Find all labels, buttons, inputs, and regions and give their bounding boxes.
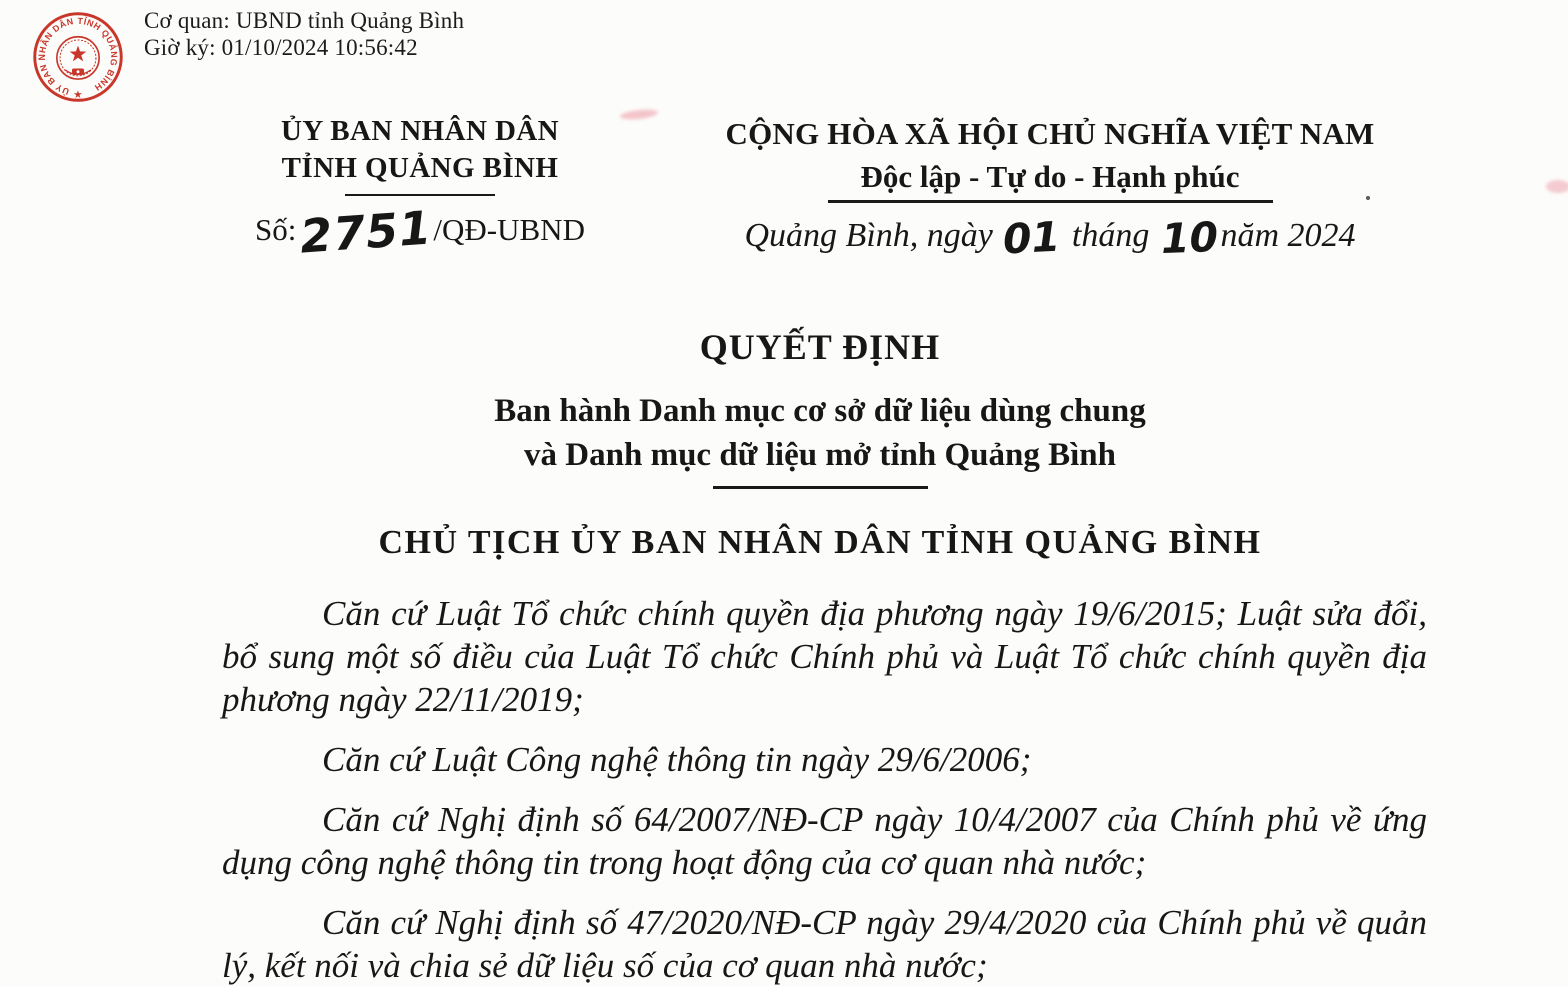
title-block [70, 326, 1568, 489]
issuer-block [225, 113, 615, 264]
place-date-line [655, 212, 1445, 264]
document-number-line [225, 200, 615, 264]
signature-time-line: Giờ ký: 01/10/2024 10:56:42 [144, 35, 418, 61]
seal-ring-text: ỦY BAN NHÂN DÂN TỈNH QUẢNG BÌNH [36, 15, 120, 97]
issuer-name-line2: TỈNH QUẢNG BÌNH [281, 152, 559, 185]
document-number-suffix: /QĐ-UBND [433, 212, 585, 248]
national-header-block [655, 116, 1445, 264]
motto-underline [828, 200, 1273, 203]
legal-basis-paragraph: Căn cứ Luật Công nghệ thông tin ngày 29/6/2006; [322, 740, 1032, 779]
issuer-underline [345, 194, 495, 196]
dateline-month-label: tháng [1071, 217, 1150, 255]
national-motto: Độc lập - Tự do - Hạnh phúc [860, 158, 1240, 194]
document-number-handwritten: 2751 [298, 200, 435, 264]
scan-smudge [1546, 180, 1568, 193]
provincial-emblem-seal-icon [32, 11, 124, 103]
seal-star-glyph: ★ [73, 89, 83, 100]
document-kind-heading: QUYẾT ĐỊNH [699, 327, 941, 367]
emblem-star-icon [70, 46, 87, 62]
dateline-month-handwritten: 10 [1160, 213, 1220, 264]
dateline-year-label: năm 2024 [1220, 217, 1356, 255]
dateline-day-handwritten: 01 [1001, 212, 1062, 264]
signature-stamp-info [144, 7, 464, 61]
authority-heading: CHỦ TỊCH ỦY BAN NHÂN DÂN TỈNH QUẢNG BÌNH [378, 524, 1262, 561]
document-body [222, 592, 1427, 986]
document-subject-line1: Ban hành Danh mục cơ sở dữ liệu dùng chung [494, 393, 1146, 429]
scan-smudge [620, 108, 659, 121]
document-subject-line2: và Danh mục dữ liệu mở tỉnh Quảng Bình [524, 436, 1116, 473]
legal-basis-paragraph: Căn cứ Nghị định số 64/2007/NĐ-CP ngày 10/4/2007 của Chính phủ về ứng dụng công nghệ thông tin trong hoạt động của cơ quan nhà nước; [222, 800, 1427, 882]
dateline-prefix: Quảng Bình, ngày [744, 217, 993, 255]
signature-agency-line: Cơ quan: UBND tỉnh Quảng Bình [144, 8, 465, 33]
issuer-name-line1: ỦY BAN NHÂN DÂN [280, 115, 559, 147]
subject-underline [713, 486, 928, 489]
legal-basis-paragraph: Căn cứ Luật Tổ chức chính quyền địa phương ngày 19/6/2015; Luật sửa đổi, bổ sung một số điều của Luật Tổ chức Chính phủ và Luật Tổ chức chính quyền địa phương ngày 22/11/2019; [222, 594, 1427, 719]
legal-basis-paragraph: Căn cứ Nghị định số 47/2020/NĐ-CP ngày 29/4/2020 của Chính phủ về quản lý, kết nối và chia sẻ dữ liệu số của cơ quan nhà nước; [222, 903, 1427, 985]
document-number-prefix: Số: [255, 212, 297, 248]
document-subject [70, 390, 1568, 477]
republic-name: CỘNG HÒA XÃ HỘI CHỦ NGHĨA VIỆT NAM [725, 116, 1375, 151]
